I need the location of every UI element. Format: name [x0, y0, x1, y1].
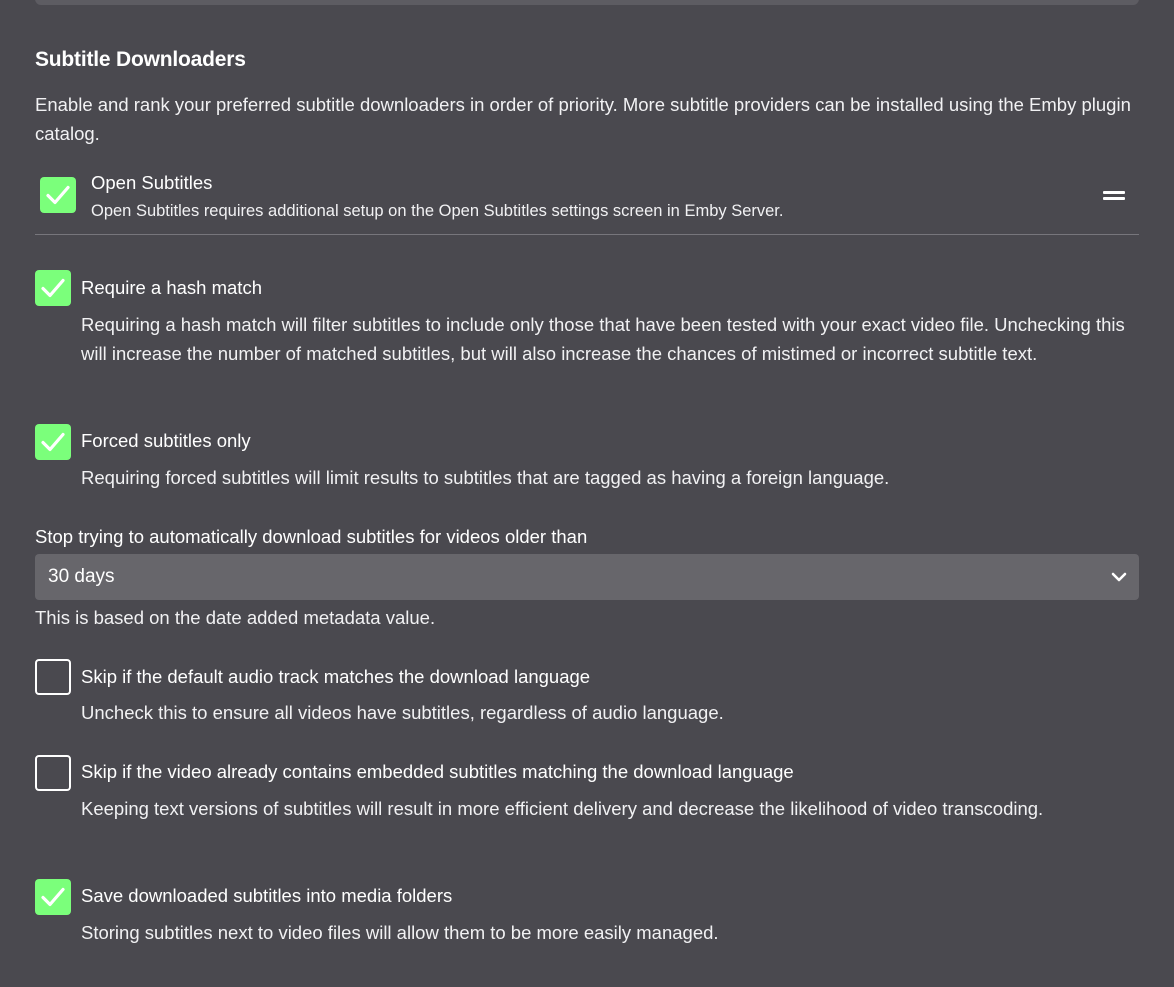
skip-audio-match-help: Uncheck this to ensure all videos have subtitles, regardless of audio language.	[81, 702, 724, 723]
chevron-down-icon	[1110, 568, 1128, 586]
provider-enabled-checkbox[interactable]	[40, 177, 76, 213]
drag-handle-icon[interactable]	[1103, 191, 1125, 200]
skip-audio-match-label[interactable]: Skip if the default audio track matches the download language	[81, 666, 591, 687]
section-title: Subtitle Downloaders	[35, 48, 246, 71]
forced-only-checkbox[interactable]	[35, 424, 71, 460]
age-limit-selected-value: 30 days	[48, 566, 115, 587]
skip-embedded-help: Keeping text versions of subtitles will result in more efficient delivery and decrease the likelihood of video transcoding.	[81, 798, 1044, 819]
age-limit-select[interactable]	[35, 554, 1139, 600]
provider-name: Open Subtitles	[91, 172, 213, 193]
save-media-folders-label[interactable]: Save downloaded subtitles into media folders	[81, 885, 453, 906]
hash-match-help: Requiring a hash match will filter subtitles to include only those that have been tested with your exact video file. Unchecking this will increase the number of matched subtitles, but will also increase the chances of mistimed or incorrect subtitle text.	[81, 314, 1125, 364]
skip-embedded-label[interactable]: Skip if the video already contains embedded subtitles matching the download language	[81, 761, 794, 782]
hash-match-label[interactable]: Require a hash match	[81, 277, 262, 298]
section-description: Enable and rank your preferred subtitle downloaders in order of priority. More subtitle providers can be installed using the Emby plugin catalog.	[35, 94, 1131, 144]
hash-match-checkbox[interactable]	[35, 270, 71, 306]
forced-only-help: Requiring forced subtitles will limit results to subtitles that are tagged as having a foreign language.	[81, 467, 890, 488]
previous-field-bottom-edge	[35, 0, 1139, 5]
skip-embedded-checkbox[interactable]	[35, 755, 71, 791]
save-media-folders-checkbox[interactable]	[35, 879, 71, 915]
check-icon	[35, 424, 71, 460]
provider-row-open-subtitles	[35, 163, 1139, 235]
check-icon	[35, 270, 71, 306]
age-limit-label: Stop trying to automatically download subtitles for videos older than	[35, 526, 588, 547]
check-icon	[35, 879, 71, 915]
skip-audio-match-checkbox[interactable]	[35, 659, 71, 695]
check-icon	[40, 177, 76, 213]
provider-note: Open Subtitles requires additional setup on the Open Subtitles settings screen in Emby Server.	[91, 202, 784, 220]
save-media-folders-help: Storing subtitles next to video files will allow them to be more easily managed.	[81, 922, 719, 943]
age-limit-help: This is based on the date added metadata value.	[35, 607, 436, 628]
forced-only-label[interactable]: Forced subtitles only	[81, 430, 251, 451]
